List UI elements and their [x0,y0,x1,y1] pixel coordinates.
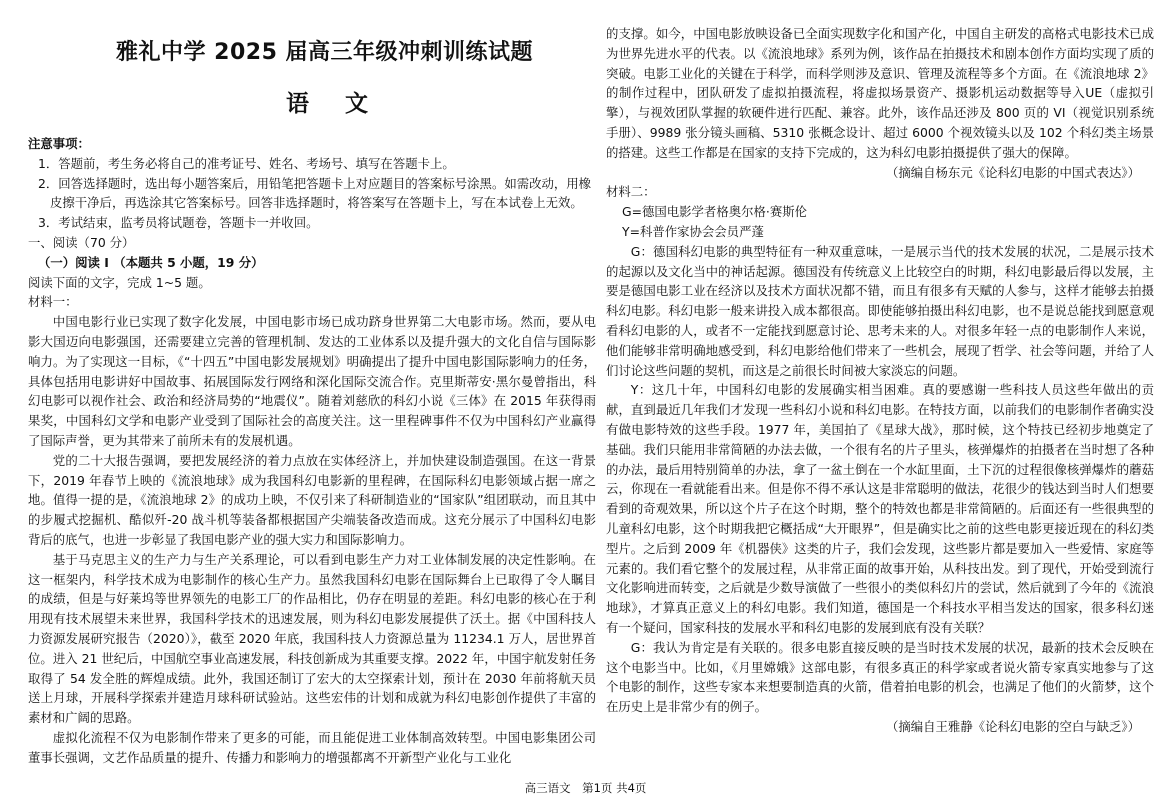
material1-paragraph: 党的二十大报告强调，要把发展经济的着力点放在实体经济上，并加快建设制造强国。在这一背景下，2019 年春节上映的《流浪地球》成为我国科幻电影新的里程碑，在国际科幻电影领域占据一席之地。值得一提的是，《流浪地球 2》的成功上映，不仅引来了科研制造业的“国家队”组团联动，而且其中的步履式挖掘机、酷似歼-20 战斗机等装备都根据国产尖端装备改造而成。这充分展示了中国科幻电影背后的底气，也进一步彰显了我国电影产业的强大实力和国际影响力。 [28,452,596,547]
exam-title: 雅礼中学 2025 届高三年级冲刺训练试题 [116,40,534,65]
material2-label: 材料二： [606,184,656,200]
material1-continued: 的支撑。如今，中国电影放映设备已全面实现数字化和国产化，中国自主研发的高格式电影技术已成为世界先进水平的代表。以《流浪地球》系列为例，该作品在拍摄技术和剧本创作方面均实现了质的突破。电影工业化的关键在于科学，而科学则涉及意识、管理及流程等多个方面。在《流浪地球 2》的制作过程中，团队研发了虚拟拍摄流程，将虚拟场景资产、摄影机运动数据等导入UE（虚拟引擎），与视效团队掌握的软硬件进行匹配、兼容。此外，该作品还涉及 800 页的 VI（视觉识别系统手册）、9989 张分镜头画稿、5310 张概念设计、超过 6000 个视效镜头以及 102 个科幻类主场景的搭建。这些工作都是在国家的支持下完成的，这为科幻电影拍摄提供了强大的保障。 [606,26,1154,160]
speaker-g: G=德国电影学者格奥尔格·赛斯伦 [622,204,808,220]
page-footer: 高三语文 第1页 共4页 [524,781,647,795]
subsection-title: （一）阅读 I （本题共 5 小题，19 分） [38,254,264,270]
material2-paragraph: Y：这几十年，中国科幻电影的发展确实相当困难。真的要感谢一些科技人员这些年做出的贡献，直到最近几年我们才发现一些科幻小说和科幻电影。在特技方面，以前我们的电影制作者确实没有做电影特效的这些手段。1977 年，美国拍了《星球大战》，那时候，这个特技已经初步地奠定了基础。我们只能用非常简陋的办法去做，一个很有名的片子里头，核弹爆炸的拍摄者在当时想了各种的办法，最后用特别简单的办法，拿了一盆土倒在一个水缸里面，土下沉的过程很像核弹爆炸的蘑菇云，你现在一看就能看出来。但是你不得不承认这是非常聪明的做法，花很少的钱达到当时人们想要看到的奇观效果，所以这个片子在这个时期，整个的特效也都是非常简陋的。后面还有一些很典型的儿童科幻电影，这个时期我把它概括成“大开眼界”，但是确实比之前的这些电影更接近现在的科幻类型片。之后到 2009 年《机器侠》这类的片子，我们会发现，这些影片都是要加入一些爱情、家庭等元素的。我们看它整个的发展过程，从非常正面的故事开始，从科技出发。到了现代，开始受到流行文化影响进而转变，之后就是少数导演做了一些很小的类似科幻片的尝试，然后就到了今年的《流浪地球》，才算真正意义上的科幻电影。我们知道，德国是一个科技水平相当发达的国家，很多科幻迷有一个疑问，国家科技的发展水平和科幻电影的发展到底有没有关联？ [606,382,1154,635]
right-column [606,0,1154,778]
right-block [606,24,1154,737]
section-title: 一、阅读（70 分） [28,234,135,250]
source-citation-2: （摘编自王雅静《论科幻电影的空白与缺乏》） [885,718,1140,734]
notes-block [28,134,596,768]
source-citation-1: （摘编自杨东元《论科幻电影的中国式表达》） [885,164,1140,180]
subject-title: 语 文 [286,91,383,117]
material2-paragraph: G：我认为肯定是有关联的。很多电影直接反映的是当时技术发展的状况，最新的技术会反映在这个电影当中。比如，《月里嫦娥》这部电影，有很多真正的科学家或者说火箭专家真实地参与了这个电影的制作，这些专家本来想要制造真的火箭，借着拍电影的机会，也满足了他们的火箭梦，这个在历史上是非常少有的例子。 [606,639,1154,715]
note-item: 1．答题前，考生务必将自己的准考证号、姓名、考场号、填写在答题卡上。 [38,155,455,171]
material1-label: 材料一： [28,294,78,310]
material2-paragraph: G：德国科幻电影的典型特征有一种双重意味，一是展示当代的技术发展的状况，二是展示技术的起源以及文化当中的神话起源。德国没有传统意义上比较空白的时期，科幻电影最后得以发展，主要是德国电影工业在经济以及技术方面状况都不错，而且有很多有天赋的人参与，这样才能够去拍摄科幻电影。科幻电影一般来讲投入成本都很高。即使能够拍摄出科幻电影，也不是说总能找到愿意观看科幻电影的人，或者不一定能找到愿意讨论、思考未来的人。对很多年轻一点的电影制作人来说，他们能够非常明确地感受到，科幻电影给他们带来了一些机会，展现了哲学、社会等问题，并给了人们讨论这些问题的契机，而这是之前很长时间被大家淡忘的问题。 [606,243,1154,378]
note-item: 3．考试结束，监考员将试题卷，答题卡一并收回。 [38,215,319,231]
left-column [28,0,596,778]
material1-paragraph: 虚拟化流程不仅为电影制作带来了更多的可能，而且能促进工业体制高效转型。中国电影集团公司董事长强调，文艺作品质量的提升、传播力和影响力的增强都离不开新型产业化与工业化 [28,729,596,765]
material1-paragraph: 基于马克思主义的生产力与生产关系理论，可以看到电影生产力对工业体制发展的决定性影响。在这一框架内，科学技术成为电影制作的核心生产力。虽然我国科幻电影在国际舞台上已取得了令人瞩目的成绩，但是与好莱坞等世界领先的电影工厂的作品相比，仍存在明显的差距。科幻电影的核心在于利用现有技术展望未来世界，我国科学技术的迅速发展，则为科幻电影发展提供了沃土。据《中国科技人力资源发展研究报告（2020）》，截至 2020 年底，我国科技人力资源总量为 11234.1 万人，居世界首位。进入 21 世纪后，中国航空事业高速发展，科技创新成为其重要支撑。2022 年，中国宇航发射任务取得了 54 发全胜的辉煌成绩。此外，我国还制订了宏大的太空探索计划，预计在 2030 年前将航天员送上月球，开展科学探索并建造月球科研试验站。这些宏伟的计划和成就为科幻电影创作提供了丰富的素材和广阔的思路。 [28,551,596,726]
note-item: 2．回答选择题时，选出每小题答案后，用铅笔把答题卡上对应题目的答案标号涂黑。如需改动，用橡皮擦干净后，再选涂其它答案标号。回答非选择题时，将答案写在答题卡上，写在本试卷上无效。 [38,175,592,211]
material1-paragraph: 中国电影行业已实现了数字化发展，中国电影市场已成功跻身世界第二大电影市场。然而，要从电影大国迈向电影强国，还需要建立完善的管理机制、发达的工业体系以及提升强大的文化自信与国际影响力。为了实现这一目标，《“十四五”中国电影发展规划》明确提出了提升中国电影国际影响力的任务，具体包括用电影讲好中国故事、拓展国际发行网络和深化国际交流合作。克里斯蒂安·黑尔曼曾指出，科幻电影可以视作社会、政治和经济局势的“地震仪”。随着刘慈欣的科幻小说《三体》在 2015 年获得雨果奖，中国科幻文学和电影产业受到了国际社会的高度关注。这一里程碑事件不仅为中国科幻产业赢得了国际声誉，更为其带来了前所未有的发展机遇。 [28,314,596,448]
notes-heading: 注意事项： [28,136,90,151]
instruction: 阅读下面的文字，完成 1~5 题。 [28,274,211,290]
speaker-y: Y=科普作家协会会员严蓬 [622,223,764,239]
